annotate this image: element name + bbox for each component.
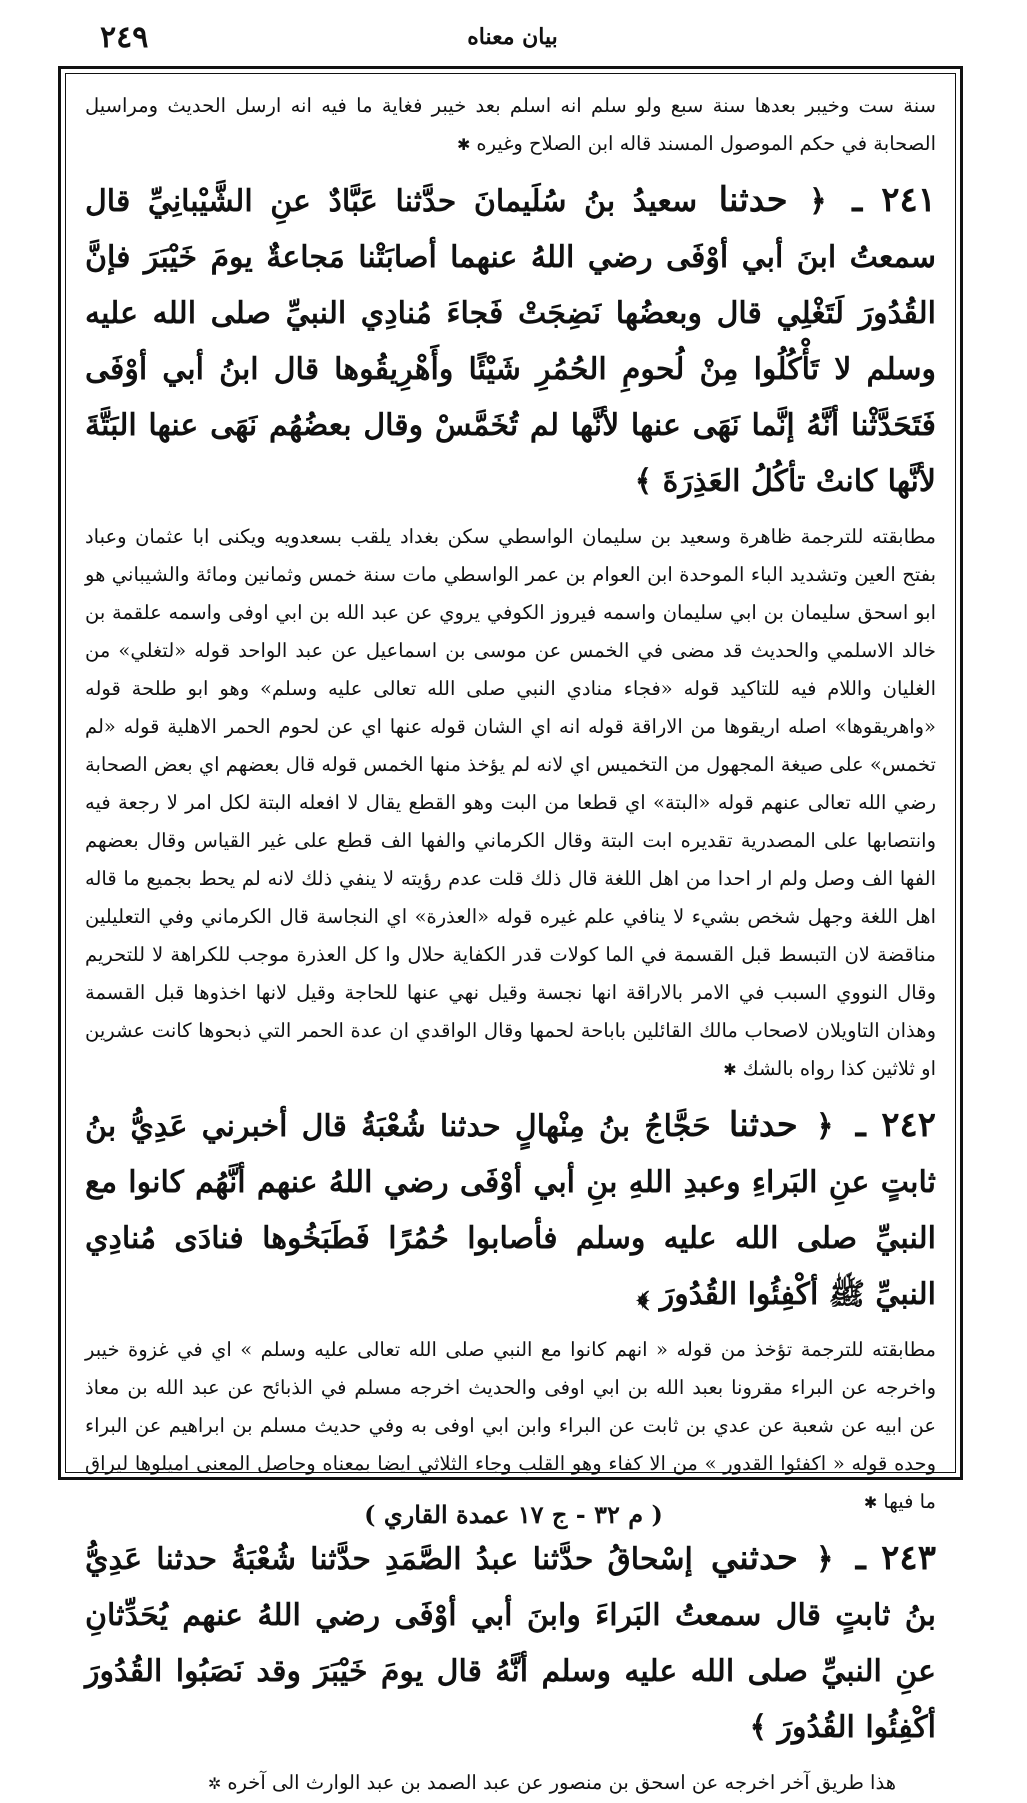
bracket-open-icon: ﴿: [815, 1109, 834, 1144]
running-title: بيان معناه: [467, 24, 558, 50]
closing-note: [85, 1764, 896, 1803]
commentary-text: مطابقته للترجمة ظاهرة وسعيد بن سليمان الواسطي سكن بغداد يلقب بسعدويه ويكنى ابا عثمان وعباد بفتح العين وتشديد الباء الموحدة ابن العوام بن عمر الواسطي مات سنة خمس وثمانين ومائة والشيباني هو ابو اسحق سليمان بن ابي سليمان واسمه فيروز الكوفي يروي عن عبد الله بن ابي اوفى واسمه علقمة بن خالد الاسلمي والحديث قد مضى في الخمس عن موسى بن اسماعيل عن عبد الواحد قوله «لتغلي» من الغليان واللام فيه للتاكيد قوله «فجاء منادي النبي صلى الله تعالى عليه وسلم» وهو ابو طلحة قوله «واهريقوها» اصله اريقوها من الاراقة قوله انه اي الشان قوله عنها اي عن لحوم الحمر الاهلية قوله «لم تخمس» على صيغة المجهول من التخميس اي لانه لم يؤخذ منها الخمس قوله قال بعضهم اي بعض الصحابة رضي الله تعالى عنهم قوله «البتة» اي قطعا من البت وهو القطع يقال لا افعله البتة لكل امر لا رجعة فيه وانتصابها على المصدرية تقديره ابت البتة وقال الكرماني والفها الف قطع على غير القياس وقال بعضهم الفها الف وصل ولم ار احدا من اهل اللغة قال ذلك قلت عدم رؤيته لا ينفي ذلك لانه لم يحط بجميع ما قاله اهل اللغة وجهل شخص بشيء لا ينافي علم غيره قوله «العذرة» اي النجاسة قال الكرماني وفي التعليلين مناقضة لان التبسط قبل القسمة في الما كولات قدر الكفاية حلال وا كل العذرة موجب للكراهة لا للتحريم وقال النووي السبب في الامر بالاراقة انها نجسة وقيل نهي عنها للحاجة وقيل لانها اخذوها قبل القسمة وهذان التاويلان لاصحاب مالك القائلين باباحة لحمها وقال الواقدي ان عدة الحمر التي ذبحوها كانت عشرين او ثلاثين كذا رواه بالشك: [85, 525, 936, 1080]
bracket-close-icon: ﴾: [749, 1710, 768, 1745]
hadith-opening: حدثنا: [718, 180, 788, 220]
hadith-text: حَجَّاجُ بنُ مِنْهالٍ حدثنا شُعْبَةُ قال أخبرني عَدِيُّ بنُ ثابتٍ عنِ البَراءِ وعبدِ اللهِ بنِ أبي أوْفَى رضي اللهُ عنهم أنَّهُم كانوا مع النبيِّ صلى الله عليه وسلم فأصابوا حُمُرًا فَطَبَخُوها فنادَى مُنادِي النبيِّ ﷺ أكْفِئُوا القُدُورَ: [85, 1109, 936, 1312]
hadith-opening: حدثنا: [728, 1105, 798, 1145]
hadith-opening: حدثني: [710, 1538, 798, 1578]
bracket-close-icon: ﴾: [634, 464, 653, 499]
commentary-paragraph: [85, 87, 936, 164]
end-mark-icon: ✱: [456, 135, 471, 154]
hadith-241: [85, 172, 936, 510]
commentary-text: مطابقته للترجمة تؤخذ من قوله « انهم كانوا مع النبي صلى الله تعالى عليه وسلم » اي في غزوة خيبر واخرجه عن البراء مقرونا بعبد الله بن ابي اوفى والحديث اخرجه مسلم في الذبائح عن عبد الله بن معاذ عن ابيه عن شعبة عن عدي بن ثابت عن البراء وابن ابي اوفى به وفي حديث مسلم بن ابراهيم عن البراء وحده قوله « اكفئوا القدور » من الا كفاء وهو القلب وجاء الثلاثي ايضا بمعناه وحاصل المعنى اميلوها ليراق ما فيها: [85, 1338, 936, 1513]
commentary-paragraph: [85, 518, 936, 1089]
hadith-number: ٢٤٣ ـ: [855, 1538, 936, 1578]
hadith-number: ٢٤٢ ـ: [855, 1105, 936, 1145]
commentary-text: سنة ست وخيبر بعدها سنة سبع ولو سلم انه اسلم بعد خيبر فغاية ما فيه انه ارسل الحديث ومراسيل الصحابة في حكم الموصول المسند قاله ابن الصلاح وغيره: [85, 94, 936, 155]
bracket-open-icon: ﴿: [815, 1542, 834, 1577]
hadith-text: سعيدُ بنُ سُلَيمانَ حدَّثنا عَبَّادٌ عنِ الشَّيْبانِيِّ قال سمعتُ ابنَ أبي أوْفَى رضي اللهُ عنهما أصابَتْنا مَجاعةٌ يومَ خَيْبَرَ فإنَّ القُدُورَ لَتَغْلِي قال وبعضُها نَضِجَتْ فَجاءَ مُنادِي النبيِّ صلى الله عليه وسلم لا تَأْكُلُوا مِنْ لُحومِ الحُمُرِ شَيْئًا وأَهْرِيقُوها قال ابنُ أبي أوْفَى فَتَحَدَّثْنا أنَّهُ إنَّما نَهَى عنها لأنَّها لم تُخَمَّسْ وقال بعضُهُم نَهَى عنها البَتَّةَ لأنَّها كانتْ تأكُلُ العَذِرَةَ: [85, 184, 936, 499]
page-header: [60, 18, 965, 62]
hadith-text: إسْحاقُ حدَّثنا عبدُ الصَّمَدِ حدَّثنا شُعْبَةُ حدثنا عَدِيُّ بنُ ثابتٍ قال سمعتُ البَراءَ وابنَ أبي أوْفَى رضي اللهُ عنهم يُحَدِّثانِ عنِ النبيِّ صلى الله عليه وسلم أنَّهُ قال يومَ خَيْبَرَ وقد نَصَبُوا القُدُورَ أكْفِئُوا القُدُورَ: [85, 1542, 936, 1745]
end-mark-icon: ✱: [723, 1060, 737, 1079]
hadith-number: ٢٤١ ـ: [852, 180, 936, 220]
page-number: ٢٤٩: [100, 20, 149, 55]
commentary-paragraph: [85, 1331, 936, 1522]
closing-note-text: هذا طريق آخر اخرجه عن اسحق بن منصور عن عبد الصمد بن عبد الوارث الى آخره: [227, 1771, 896, 1794]
bracket-close-icon: ﴾: [636, 1277, 650, 1312]
hadith-242: [85, 1097, 936, 1323]
hadith-243: [85, 1530, 936, 1756]
end-mark-icon: ✲: [207, 1774, 222, 1793]
page-footer: ( م ٣٢ - ج ١٧ عمدة القاري ): [364, 1500, 663, 1529]
bracket-open-icon: ﴿: [809, 184, 827, 219]
end-mark-icon: ✱: [863, 1493, 878, 1512]
